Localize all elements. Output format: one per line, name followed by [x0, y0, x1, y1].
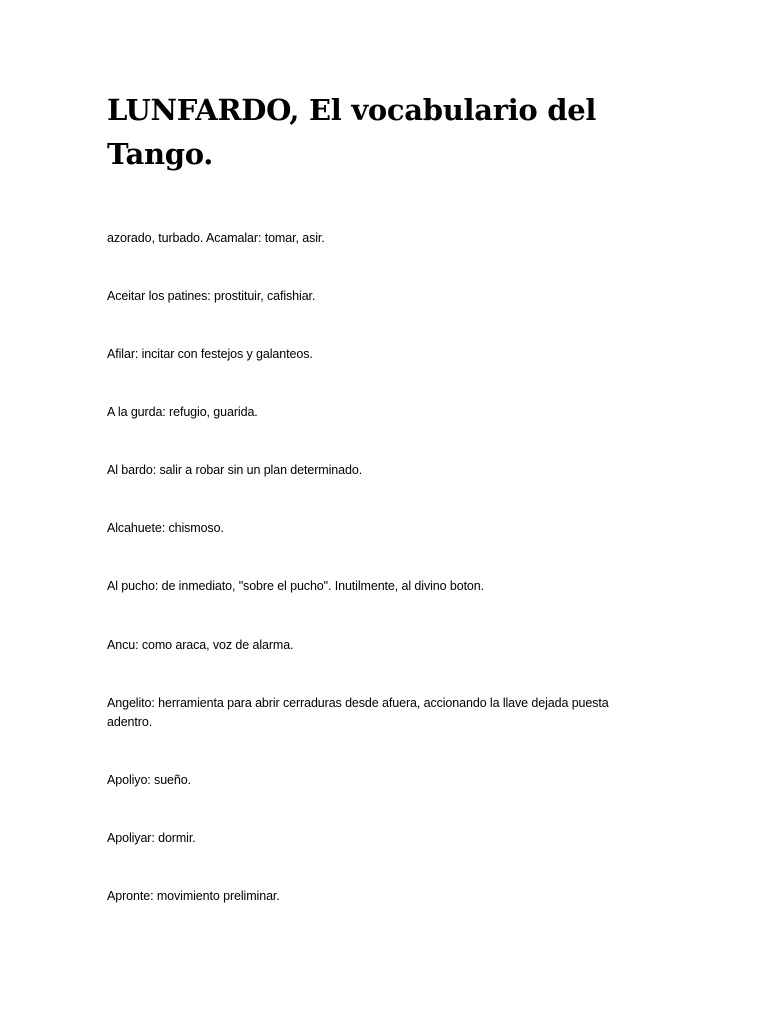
document-title: LUNFARDO, El vocabulario del Tango. [107, 93, 597, 171]
vocabulary-entry: Afilar: incitar con festejos y galanteos. [107, 347, 313, 361]
vocabulary-entry: Al bardo: salir a robar sin un plan determinado. [107, 463, 363, 477]
vocabulary-entry: Angelito: herramienta para abrir cerraduras desde afuera, accionando la llave dejada puesta adentro. [107, 696, 609, 729]
vocabulary-entry: Apoliyo: sueño. [107, 773, 191, 787]
vocabulary-entry: azorado, turbado. Acamalar: tomar, asir. [107, 231, 325, 245]
vocabulary-entry: Alcahuete: chismoso. [107, 521, 224, 535]
vocabulary-entry: Ancu: como araca, voz de alarma. [107, 638, 294, 652]
vocabulary-entry: Apoliyar: dormir. [107, 831, 196, 845]
vocabulary-entry: A la gurda: refugio, guarida. [107, 405, 258, 419]
vocabulary-entry: Al pucho: de inmediato, "sobre el pucho". Inutilmente, al divino boton. [107, 579, 485, 593]
vocabulary-entry: Apronte: movimiento preliminar. [107, 889, 280, 903]
vocabulary-entry: Aceitar los patines: prostituir, cafishiar. [107, 289, 316, 303]
